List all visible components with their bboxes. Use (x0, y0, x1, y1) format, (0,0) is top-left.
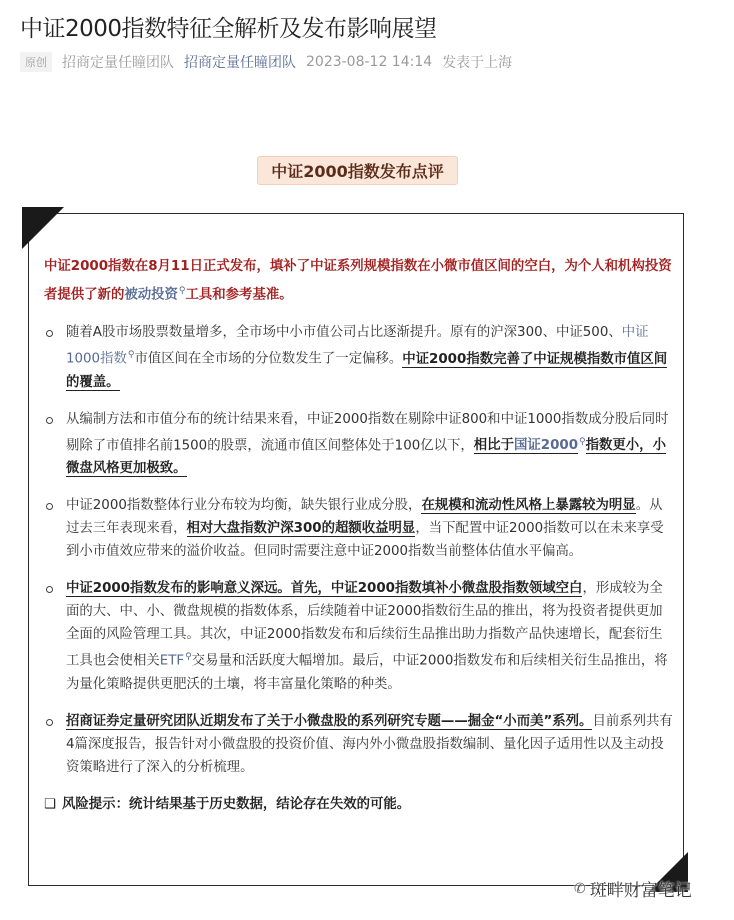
intro-text-2: 工具和参考基准。 (185, 287, 293, 303)
watermark-text: 斑畔财富笔记 (589, 881, 692, 901)
list-item (44, 577, 674, 695)
bullet-dot-icon (46, 719, 53, 726)
intro-paragraph (44, 255, 674, 307)
link-csi1000[interactable]: 中证1000指数 (66, 325, 649, 367)
bullet-dot-icon (46, 586, 53, 593)
publish-location: 发表于上海 (442, 55, 513, 71)
bullet-dot-icon (46, 503, 53, 510)
wechat-icon: ✆ (574, 880, 586, 897)
search-icon[interactable]: ⚲ (185, 652, 192, 663)
search-icon[interactable]: ⚲ (178, 286, 186, 296)
list-item (44, 321, 674, 393)
article-title: 中证2000指数特征全解析及发布影响展望 (20, 16, 437, 42)
bullet-list (44, 321, 674, 778)
bullet-dot-icon (46, 417, 53, 424)
publish-date: 2023-08-12 14:14 (306, 54, 433, 70)
bullet-emphasis: 相对大盘指数沪深300的超额收益明显 (186, 521, 416, 537)
search-icon[interactable]: ⚲ (579, 436, 586, 447)
bullet-dot-icon (46, 330, 53, 337)
bullet-emphasis: 在规模和流动性风格上暴露较为明显 (421, 498, 636, 514)
link-etf[interactable]: ETF (159, 653, 185, 669)
account-link[interactable]: 招商定量任瞳团队 (184, 55, 296, 71)
frame-corner-top-left (22, 207, 64, 249)
section-title: 中证2000指数发布点评 (257, 156, 458, 185)
bullet-text: ，当下配置中证2000指数可以在未来享受到小市值效应带来的溢价收益。但同时需要注意中证2000指数当前整体估值水平偏高。 (66, 521, 664, 560)
original-badge: 原创 (20, 52, 52, 72)
list-item (44, 710, 674, 779)
article-meta (20, 52, 512, 72)
search-icon[interactable]: ⚲ (127, 350, 135, 361)
bullet-emphasis: 指数更小，小微盘风格更加极致。 (66, 438, 666, 477)
bullet-text: 中证2000指数整体行业分布较为均衡，缺失银行业成分股， (66, 498, 422, 514)
bullet-text: 随着A股市场股票数量增多，全市场中小市值公司占比逐渐提升。原有的沪深300、中证500、 (66, 325, 622, 341)
list-item (44, 408, 674, 480)
list-item (44, 494, 674, 563)
author-name: 招商定量任瞳团队 (62, 55, 174, 71)
link-passive-investing[interactable]: 被动投资 (124, 287, 178, 303)
bullet-text: 。从过去三年表现来看， (66, 498, 663, 537)
bullet-emphasis: 中证2000指数发布的影响意义深远。首先，中证2000指数填补小微盘股指数领域空白 (66, 581, 583, 597)
bullet-emphasis: 中证2000指数完善了中证规模指数市值区间的覆盖。 (66, 351, 668, 390)
bullet-text: ，形成较为全面的大、中、小、微盘规模的指数体系，后续随着中证2000指数衍生品的推出，将为投资者提供更加全面的风险管理工具。其次，中证2000指数发布和后续衍生品推出助力指数产品快速增长，配套衍生工具也会使相关 (66, 581, 663, 669)
bullet-text: 目前系列共有4篇深度报告，报告针对小微盘股的投资价值、海内外小微盘股指数编制、量化因子适用性以及主动投资策略进行了深入的分析梳理。 (66, 713, 673, 775)
bullet-text: 市值区间在全市场的分位数发生了一定偏移。 (134, 351, 403, 367)
checkbox-icon: ❑ (44, 796, 57, 812)
risk-text: 风险提示：统计结果基于历史数据，结论存在失效的可能。 (62, 796, 411, 812)
bullet-text: 交易量和活跃度大幅增加。最后，中证2000指数发布和后续相关衍生品推出，将为量化策略提供更肥沃的土壤，将丰富量化策略的种类。 (66, 653, 668, 692)
bullet-emphasis: 相比于 (473, 438, 514, 454)
link-guozheng2000[interactable]: 国证2000 (513, 438, 579, 454)
bullet-emphasis: 招商证券定量研究团队近期发布了关于小微盘股的系列研究专题——掘金“小而美”系列。 (66, 713, 593, 729)
risk-warning (44, 793, 674, 816)
content-body (44, 255, 674, 816)
intro-text-1: 中证2000指数在8月11日正式发布，填补了中证系列规模指数在小微市值区间的空白，为个人和机构投资者提供了新的 (44, 259, 672, 303)
watermark (574, 876, 692, 901)
bullet-text: 从编制方法和市值分布的统计结果来看，中证2000指数在剔除中证800和中证1000指数成分股后同时剔除了市值排名前1500的股票，流通市值区间整体处于100亿以下， (66, 411, 669, 454)
